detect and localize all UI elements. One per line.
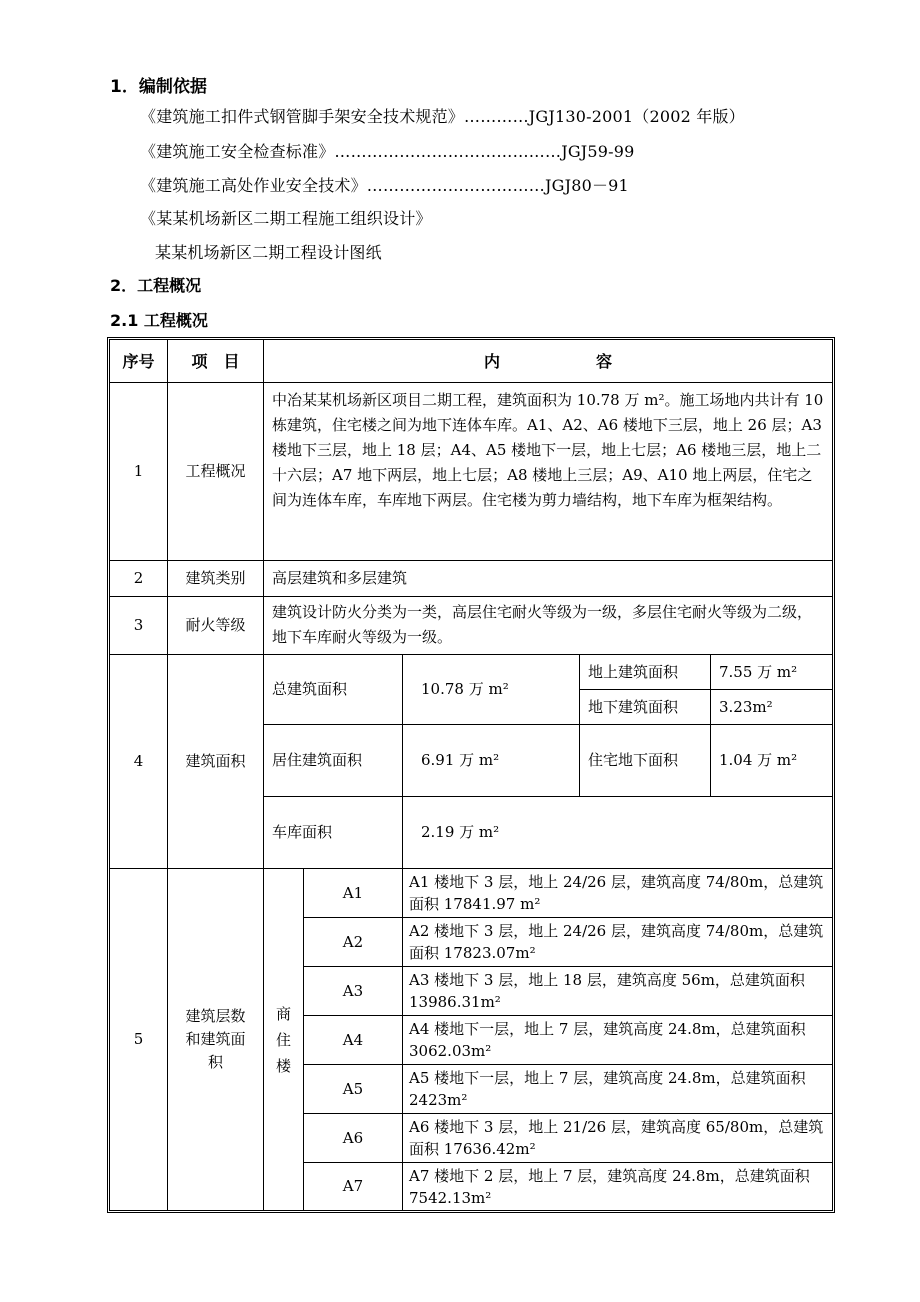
below-ground-area-label: 地下建筑面积 <box>580 690 711 725</box>
above-ground-area-label: 地上建筑面积 <box>580 655 711 690</box>
row1-no: 1 <box>110 383 168 561</box>
building-name: A5 <box>304 1065 403 1114</box>
total-area-label: 总建筑面积 <box>264 655 403 725</box>
residential-underground-label: 住宅地下面积 <box>580 725 711 797</box>
row2-no: 2 <box>110 561 168 597</box>
building-name: A1 <box>304 869 403 918</box>
building-desc: A2 楼地下 3 层，地上 24/26 层，建筑高度 74/80m，总建筑面积 17823.07m² <box>403 918 832 967</box>
row5-category: 商住楼 <box>264 869 304 1210</box>
building-desc: A5 楼地下一层，地上 7 层，建筑高度 24.8m，总建筑面积 2423m² <box>403 1065 832 1114</box>
header-item: 项 目 <box>168 340 264 383</box>
residential-area-label: 居住建筑面积 <box>264 725 403 797</box>
building-name: A2 <box>304 918 403 967</box>
project-overview-table <box>107 337 835 1213</box>
residential-underground-value: 1.04 万 m² <box>711 725 832 797</box>
row4-no: 4 <box>110 655 168 869</box>
building-desc: A7 楼地下 2 层，地上 7 层，建筑高度 24.8m，总建筑面积 7542.13m² <box>409 1166 810 1207</box>
building-desc: A1 楼地下 3 层，地上 24/26 层，建筑高度 74/80m，总建筑面积 17841.97 m² <box>403 869 832 918</box>
row2-item: 建筑类别 <box>168 561 264 597</box>
row3-content-cell <box>264 597 832 655</box>
building-desc: A6 楼地下 3 层，地上 21/26 层，建筑高度 65/80m，总建筑面积 17636.42m² <box>403 1114 832 1163</box>
garage-area-value: 2.19 万 m² <box>403 797 832 869</box>
building-name: A7 <box>304 1163 403 1210</box>
building-name: A3 <box>304 967 403 1016</box>
row2-content: 高层建筑和多层建筑 <box>264 561 832 597</box>
row1-content-cell <box>264 383 832 561</box>
building-name: A6 <box>304 1114 403 1163</box>
reference-line: 《建筑施工安全检查标准》……………………………………JGJ59-99 <box>140 142 635 161</box>
header-content: 内 容 <box>264 340 832 383</box>
building-desc: A4 楼地下一层，地上 7 层，建筑高度 24.8m，总建筑面积 3062.03m² <box>403 1016 832 1065</box>
row3-item: 耐火等级 <box>168 597 264 655</box>
below-ground-area-value: 3.23m² <box>711 690 832 725</box>
row3-content: 建筑设计防火分类为一类，高层住宅耐火等级为一级，多层住宅耐火等级为二级，地下车库耐火等级为一级。 <box>272 603 813 646</box>
row5-no: 5 <box>110 869 168 1210</box>
reference-line: 某某机场新区二期工程设计图纸 <box>155 243 382 262</box>
row1-content: 中冶某某机场新区项目二期工程，建筑面积为 10.78 万 m²。施工场地内共计有 10 栋建筑，住宅楼之间为地下连体车库。A1、A2、A6 楼地下三层，地上 26 层；A3 楼地下三层，地上 18 层；A4、A5 楼地下一层，地上七层；A6 楼地三层，地上二十六层；A7 地下两层，地上七层；A8 楼地上三层；A9、A10 地上两层，住宅之间为连体车库，车库地下两层。住宅楼为剪力墙结构，地下车库为框架结构。 <box>272 391 824 509</box>
row5-item: 建筑层数和建筑面积 <box>168 869 264 1210</box>
header-no: 序号 <box>110 340 168 383</box>
reference-line: 《某某机场新区二期工程施工组织设计》 <box>140 209 432 228</box>
residential-area-value: 6.91 万 m² <box>403 725 580 797</box>
row4-item: 建筑面积 <box>168 655 264 869</box>
section-2-heading: 2．工程概况 <box>110 276 202 295</box>
row3-no: 3 <box>110 597 168 655</box>
building-name: A4 <box>304 1016 403 1065</box>
section-1-heading: 1．编制依据 <box>110 77 207 97</box>
section-2-1-heading: 2.1 工程概况 <box>110 311 208 330</box>
reference-line: 《建筑施工扣件式钢管脚手架安全技术规范》…………JGJ130-2001（2002 年版） <box>140 107 745 126</box>
reference-line: 《建筑施工高处作业安全技术》……………………………JGJ80－91 <box>140 176 629 195</box>
garage-area-label: 车库面积 <box>264 797 403 869</box>
row1-item: 工程概况 <box>168 383 264 561</box>
building-desc: A3 楼地下 3 层，地上 18 层，建筑高度 56m，总建筑面积 13986.31m² <box>403 967 832 1016</box>
total-area-value: 10.78 万 m² <box>403 655 580 725</box>
above-ground-area-value: 7.55 万 m² <box>711 655 832 690</box>
